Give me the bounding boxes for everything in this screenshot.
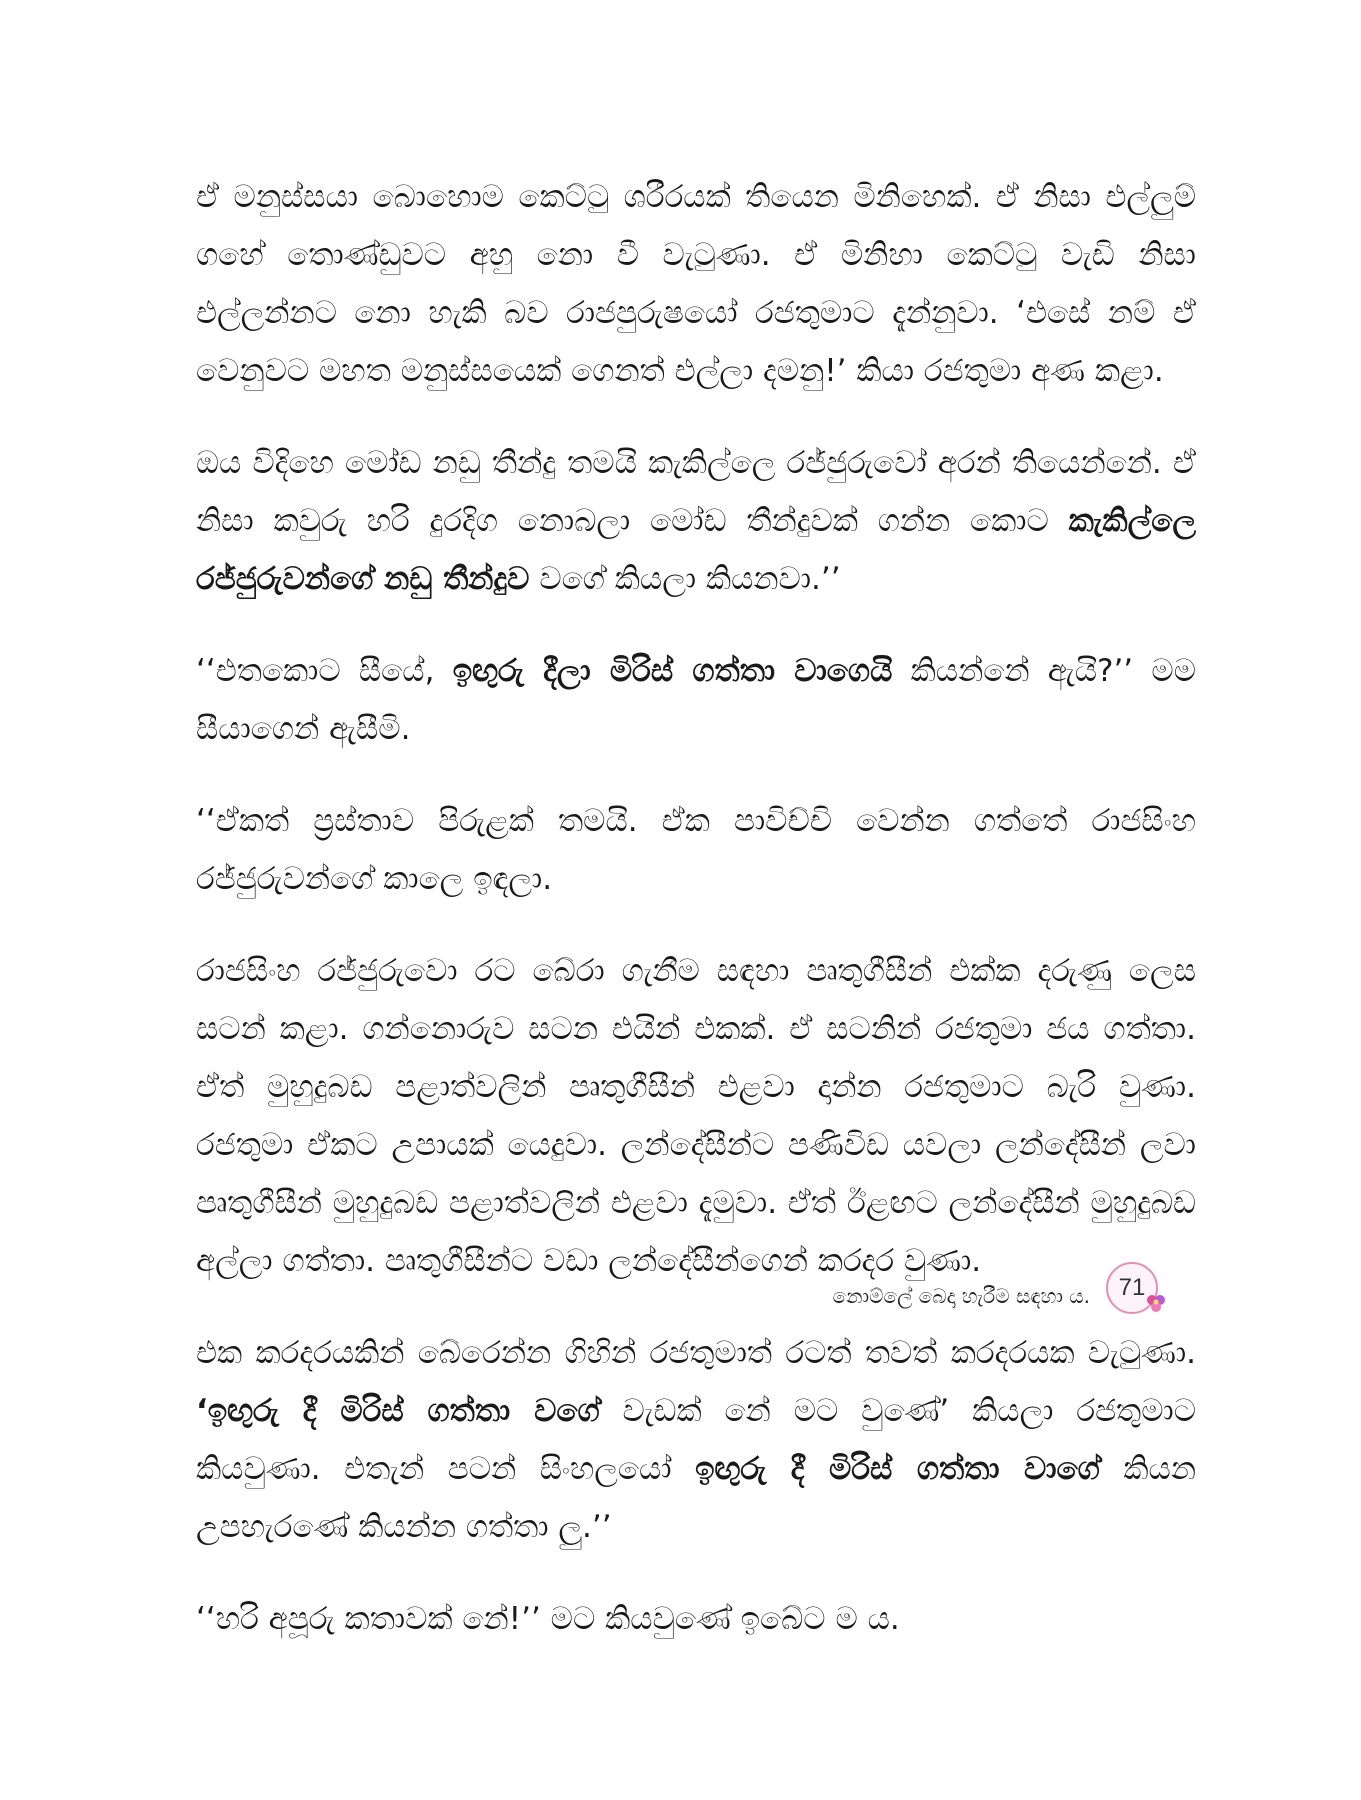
text-segment: ‘‘ඒකත් ප්‍රස්තාව පිරුළක් තමයි. ඒක පාවිච්චි වෙන්න ගත්තේ රාජසිංහ රජ්ජුරුවන්ගේ කාලෙ ඉඳලා. bbox=[196, 803, 1196, 897]
paragraph bbox=[196, 642, 1196, 758]
page-number: 71 bbox=[1106, 1262, 1158, 1314]
text-segment: රාජසිංහ රජ්ජුරුවො රට බේරා ගැනීම සඳහා පෘතුගීසීන් එක්ක දරුණු ලෙස සටන් කළා. ගන්නොරුව සටන එයින් එකක්. ඒ සටනින් රජතුමා ජය ගත්තා. ඒත් මුහුදුබඩ පළාත්වලින් පෘතුගීසීන් එළවා දාන්න රජතුමාට බැරි වුණා. රජතුමා ඒකට උපායක් යෙදුවා. ලන්දේසීන්ට පණිවිඩ යවලා ලන්දේසීන් ලවා පෘතුගීසීන් මුහුදුබඩ පළාත්වලින් එළවා දැමුවා. ඒත් ඊළඟට ලන්දේසීන් මුහුදුබඩ අල්ලා ගත්තා. පෘතුගීසීන්ට වඩා ලන්දේසීන්ගෙන් කරදර වුණා. bbox=[196, 953, 1196, 1279]
page-body bbox=[196, 168, 1196, 1682]
paragraph bbox=[196, 942, 1196, 1290]
text-segment: කියන උපහැරණේ කියන්න ගත්තා ලු.’’ bbox=[196, 1451, 1196, 1545]
footer-caption: නොම්ලේ බෙදා හැරීම සඳහා ය. bbox=[832, 1284, 1090, 1308]
paragraph bbox=[196, 434, 1196, 608]
paragraph bbox=[196, 1324, 1196, 1556]
text-segment: වගේ කියලා කියනවා.’’ bbox=[529, 561, 841, 597]
paragraph bbox=[196, 792, 1196, 908]
text-segment: ‘‘එතකොට සීයේ, bbox=[196, 653, 453, 689]
text-segment: ‘‘හරි අපූරු කතාවක් නේ!’’ මට කියවුණේ ඉබේට ම ය. bbox=[196, 1601, 900, 1637]
text-segment: ඔය විදිහෙ මෝඩ නඩු තීන්දු තමයි කැකිල්ලෙ රජ්ජුරුවෝ අරන් තියෙන්නේ. ඒ නිසා කවුරු හරි දුරදිග නොබලා මෝඩ තීන්දුවක් ගන්න කොට bbox=[196, 445, 1196, 539]
bold-phrase: කැකිල්ලෙ රජ්ජුරුවන්ගේ නඩු තීන්දුව bbox=[196, 503, 1196, 597]
bold-phrase: ඉඟුරු දී මිරිස් ගත්තා වාගේ bbox=[695, 1451, 1100, 1487]
paragraph bbox=[196, 1590, 1196, 1648]
text-segment: කියන්නේ ඇයි?’’ මම සීයාගෙන් ඇසීමි. bbox=[196, 653, 1196, 747]
paragraph bbox=[196, 168, 1196, 400]
text-segment: වැඩක් නේ මට වුණේ’ කියලා රජතුමාට කියවුණා. එතැන් පටන් සිංහලයෝ bbox=[196, 1393, 1196, 1487]
flower-icon bbox=[1144, 1292, 1168, 1316]
bold-phrase: ‘ඉඟුරු දී මිරිස් ගත්තා වගේ bbox=[196, 1393, 600, 1429]
text-segment: ඒ මනුස්සයා බොහොම කෙට්ටු ශරීරයක් තියෙන මිනිහෙක්. ඒ නිසා එල්ලුම් ගහේ තොණ්ඩුවට අහු නො වී වැටුණා. ඒ මිනිහා කෙට්ටු වැඩි නිසා එල්ලන්නට නො හැකි බව රාජපුරුෂයෝ රජතුමාට දැන්නුවා. ‘එසේ නම් ඒ වෙනුවට මහත මනුස්සයෙක් ගෙනත් එල්ලා දමනු!’ කියා රජතුමා අණ කළා. bbox=[196, 179, 1196, 389]
bold-phrase: ඉඟුරු දීලා මිරිස් ගත්තා වාගෙයි bbox=[452, 653, 893, 689]
page-footer bbox=[832, 1262, 1220, 1322]
text-segment: එක කරදරයකින් බේරෙන්න ගිහින් රජතුමාත් රටත් තවත් කරදරයක වැටුණා. bbox=[196, 1335, 1196, 1371]
